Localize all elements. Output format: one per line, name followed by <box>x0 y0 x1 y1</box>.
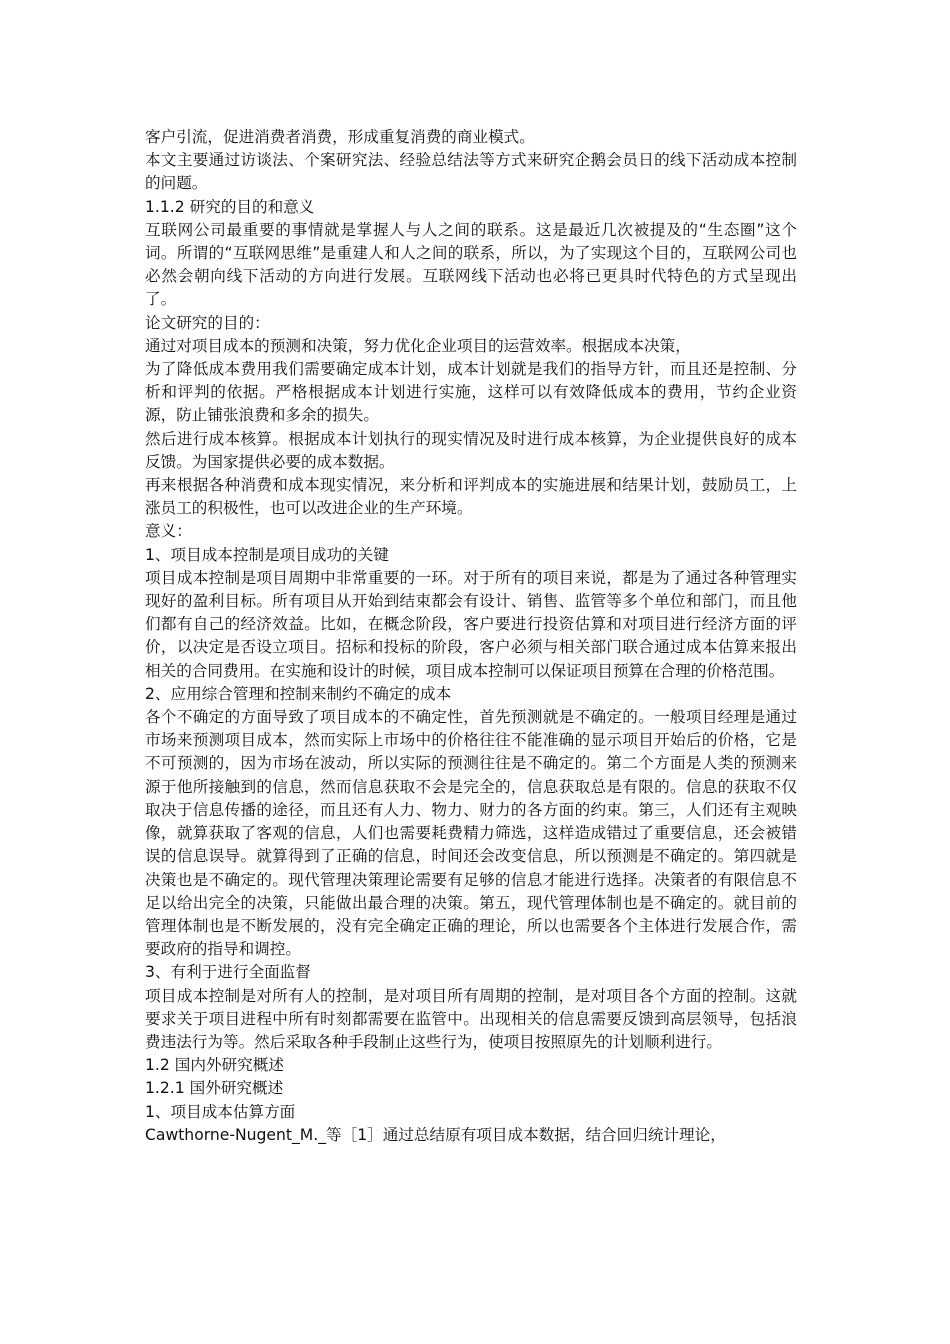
paragraph: 为了降低成本费用我们需要确定成本计划，成本计划就是我们的指导方针，而且还是控制、分析和评判的依据。严格根据成本计划进行实施，这样可以有效降低成本的费用，节约企业资源，防止铺张浪费和多余的损失。 <box>145 360 797 425</box>
paragraph: 客户引流，促进消费者消费，形成重复消费的商业模式。 <box>145 128 535 146</box>
section-heading: 论文研究的目的： <box>145 313 270 332</box>
paragraph: 项目成本控制是对所有人的控制，是对项目所有周期的控制，是对项目各个方面的控制。这就要求关于项目进程中所有时刻都需要在监管中。出现相关的信息需要反馈到高层领导，包括浪费违法行为等。然后采取各种手段制止这些行为，使项目按照原先的计划顺利进行。 <box>145 986 797 1051</box>
section-heading: 3、有利于进行全面监督 <box>145 963 311 982</box>
section-heading: 1.2 国内外研究概述 <box>145 1056 284 1075</box>
section-heading: 1.2.1 国外研究概述 <box>145 1079 284 1098</box>
section-heading: 2、应用综合管理和控制来制约不确定的成本 <box>145 684 452 703</box>
paragraph: Cawthorne-Nugent_M._等［1］通过总结原有项目成本数据，结合回归统计理论， <box>145 1125 726 1144</box>
section-heading: 1、项目成本估算方面 <box>145 1102 296 1121</box>
paragraph: 本文主要通过访谈法、个案研究法、经验总结法等方式来研究企鹅会员日的线下活动成本控制的问题。 <box>145 151 797 193</box>
paragraph: 通过对项目成本的预测和决策，努力优化企业项目的运营效率。根据成本决策， <box>145 336 691 355</box>
paragraph: 互联网公司最重要的事情就是掌握人与人之间的联系。这是最近几次被提及的“生态圈”这个词。所谓的“互联网思维”是重建人和人之间的联系，所以，为了实现这个目的，互联网公司也必然会朝向线下活动的方向进行发展。互联网线下活动也必将已更具时代特色的方式呈现出了。 <box>145 220 797 309</box>
section-heading: 1.1.2 研究的目的和意义 <box>145 197 315 216</box>
paragraph: 再来根据各种消费和成本现实情况，来分析和评判成本的实施进展和结果计划，鼓励员工，上涨员工的积极性，也可以改进企业的生产环境。 <box>145 476 797 518</box>
paragraph: 项目成本控制是项目周期中非常重要的一环。对于所有的项目来说，都是为了通过各种管理实现好的盈利目标。所有项目从开始到结束都会有设计、销售、监管等多个单位和部门，而且他们都有自己的经济效益。比如，在概念阶段，客户要进行投资估算和对项目进行经济方面的评价，以决定是否设立项目。招标和投标的阶段，客户必须与相关部门联合通过成本估算来报出相关的合同费用。在实施和设计的时候，项目成本控制可以保证项目预算在合理的价格范围。 <box>145 568 797 680</box>
paragraph: 各个不确定的方面导致了项目成本的不确定性，首先预测就是不确定的。一般项目经理是通过市场来预测项目成本，然而实际上市场中的价格往往不能准确的显示项目开始后的价格，它是不可预测的，因为市场在波动，所以实际的预测往往是不确定的。第二个方面是人类的预测来源于他所接触到的信息，然而信息获取不会是完全的，信息获取总是有限的。信息的获取不仅取决于信息传播的途径，而且还有人力、物力、财力的各方面的约束。第三，人们还有主观映像，就算获取了客观的信息，人们也需要耗费精力筛选，这样造成错过了重要信息，还会被错误的信息误导。就算得到了正确的信息，时间还会改变信息，所以预测是不确定的。第四就是决策也是不确定的。现代管理决策理论需要有足够的信息才能进行选择。决策者的有限信息不足以给出完全的决策，只能做出最合理的决策。第五，现代管理体制也是不确定的。就目前的管理体制也是不断发展的，没有完全确定正确的理论，所以也需要各个主体进行发展合作，需要政府的指导和调控。 <box>145 708 797 959</box>
section-heading: 意义： <box>145 522 192 541</box>
paragraph: 然后进行成本核算。根据成本计划执行的现实情况及时进行成本核算，为企业提供良好的成本反馈。为国家提供必要的成本数据。 <box>145 429 797 471</box>
section-heading: 1、项目成本控制是项目成功的关键 <box>145 545 389 564</box>
document-page <box>145 126 797 1147</box>
